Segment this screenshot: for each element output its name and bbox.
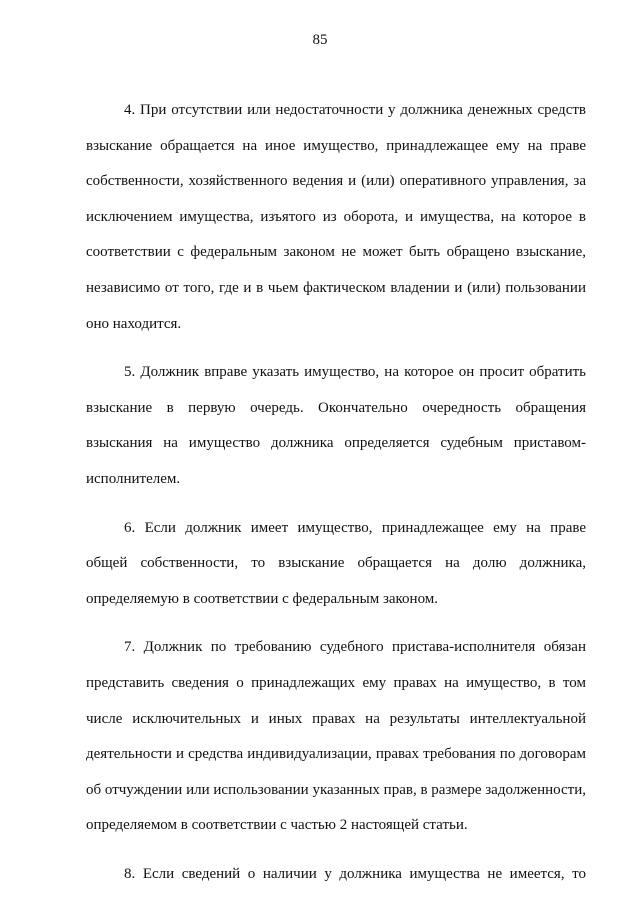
paragraph-4: 4. При отсутствии или недостаточности у должника денежных средств взыскание обращается на иное имущество, принадлежащее ему на праве собственности, хозяйственного ведения и (или) оперативного управления, за исключением имущества, изъятого из оборота, и имущества, на которое в соответствии с федеральным законом не может быть обращено взыскание, независимо от того, где и в чьем фактическом владении и (или) пользовании оно находится. bbox=[86, 102, 586, 332]
paragraph-5: 5. Должник вправе указать имущество, на которое он просит обратить взыскание в первую очередь. Окончательно очередность обращения взыскания на имущество должника определяется судебным приставом-исполнителем. bbox=[86, 364, 586, 487]
paragraph-6: 6. Если должник имеет имущество, принадлежащее ему на праве общей собственности, то взыскание обращается на долю должника, определяемую в соответствии с федеральным законом. bbox=[86, 519, 586, 607]
paragraph-7: 7. Должник по требованию судебного пристава-исполнителя обязан представить сведения о принадлежащих ему правах на имущество, в том числе исключительных и иных правах на результаты интеллектуальной деятельности и средства индивидуализации, правах требования по договорам об отчуждении или использовании указанных прав, в размере задолженности, определяемом в соответствии с частью 2 настоящей статьи. bbox=[86, 639, 586, 834]
page-number: 85 bbox=[312, 32, 328, 48]
paragraph-8: 8. Если сведений о наличии у должника имущества не имеется, то bbox=[124, 865, 586, 882]
document-body bbox=[86, 93, 586, 892]
